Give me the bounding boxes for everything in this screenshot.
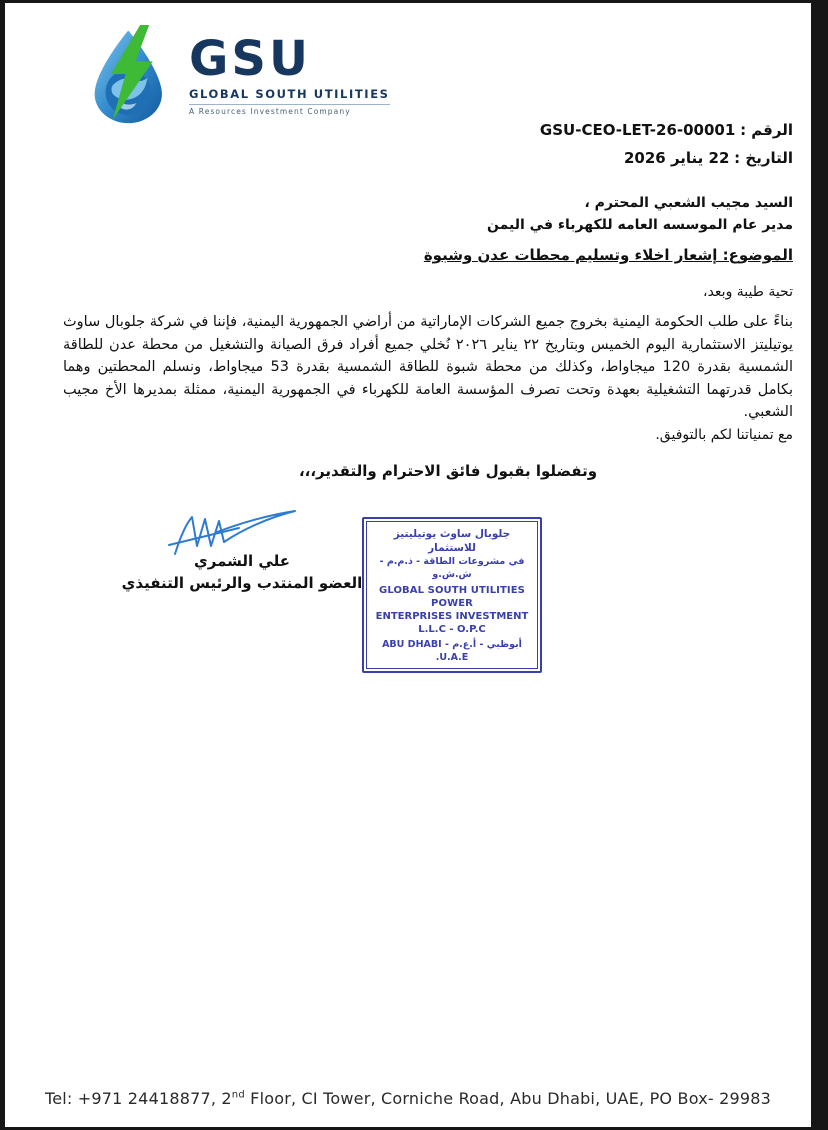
company-stamp <box>362 517 542 673</box>
water-drop-lightning-icon <box>83 25 179 125</box>
greeting-line: تحية طيبة وبعد، <box>703 284 793 300</box>
reference-label: الرقم : <box>740 121 793 139</box>
contact-footer <box>5 1089 811 1108</box>
stamp-arabic-name: جلوبال ساوث يوتيليتيز للاستثمار <box>393 528 511 554</box>
signatory-block <box>117 552 367 592</box>
date-value: 22 يناير 2026 <box>623 149 730 167</box>
wishes-line: مع تمنياتنا لكم بالتوفيق. <box>655 427 793 443</box>
letter-meta <box>540 121 793 177</box>
reference-number-line <box>540 121 793 139</box>
reference-value: GSU-CEO-LET-26-00001 <box>539 121 736 139</box>
footer-text-part1: Tel: +971 24418877, 2 <box>44 1089 232 1108</box>
logo-company-name: GLOBAL SOUTH UTILITIES <box>189 86 390 101</box>
stamp-legal-form: L.L.C - O.P.C <box>418 624 486 635</box>
logo-separator <box>189 104 390 105</box>
footer-ordinal: nd <box>231 1089 245 1101</box>
closing-line: وتفضلوا بقبول فائق الاحترام والتقدير،،، <box>298 462 598 480</box>
stamp-inner-border <box>366 521 538 669</box>
stamp-english-name-2: ENTERPRISES INVESTMENT <box>375 611 529 622</box>
signatory-title: العضو المنتدب والرئيس التنفيذي <box>121 574 363 592</box>
stamp-city-line: أبوظبي - أ.ع.م ABU DHABI - U.A.E. <box>382 639 522 663</box>
recipient-name: السيد مجيب الشعبي المحترم ، <box>584 195 793 211</box>
date-label: التاريخ : <box>734 149 793 167</box>
stamp-english-name-1: GLOBAL SOUTH UTILITIES POWER <box>379 585 525 609</box>
handwritten-signature <box>167 500 302 558</box>
recipient-title: مدير عام الموسسه العامه للكهرباء في اليمن <box>487 217 793 233</box>
recipient-block <box>487 192 793 236</box>
logo-acronym: GSU <box>189 31 311 88</box>
signatory-name: علي الشمري <box>194 552 290 570</box>
letter-body: بناءً على طلب الحكومة اليمنية بخروج جميع الشركات الإماراتية من أراضي الجمهورية اليمنية، فإننا في شركة جلوبال ساوث يوتيليتز الاستثمارية اليوم الخميس وبتاريخ ٢٢ يناير ٢٠٢٦ نُخلي جميع أفراد فرق الصيانة والتشغيل من محطة عدن للطاقة الشمسية بقدرة 120 ميجاواط، وكذلك من محطة شبوة للطاقة الشمسية بقدرة 53 ميجاواط، ونسلم المحطتين وهما بكامل قدرتهما التشغيلية بعهدة وتحت تصرف المؤسسة العامة للكهرباء في الجمهورية اليمنية، ممثلة بمديرها الأخ مجيب الشعبي. <box>63 314 793 420</box>
stamp-arabic-subtitle: في مشروعات الطاقة - ذ.م.م - ش.ش.و <box>379 556 525 580</box>
subject-line: الموضوع: إشعار اخلاء وتسليم محطات عدن وشبوة <box>423 246 793 264</box>
logo-text <box>189 31 390 116</box>
footer-text-part2: Floor, CI Tower, Corniche Road, Abu Dhabi, UAE, PO Box- 29983 <box>244 1089 772 1108</box>
company-logo <box>83 25 390 125</box>
date-line <box>540 149 793 167</box>
letter-page <box>5 3 811 1127</box>
logo-tagline: A Resources Investment Company <box>189 106 351 116</box>
